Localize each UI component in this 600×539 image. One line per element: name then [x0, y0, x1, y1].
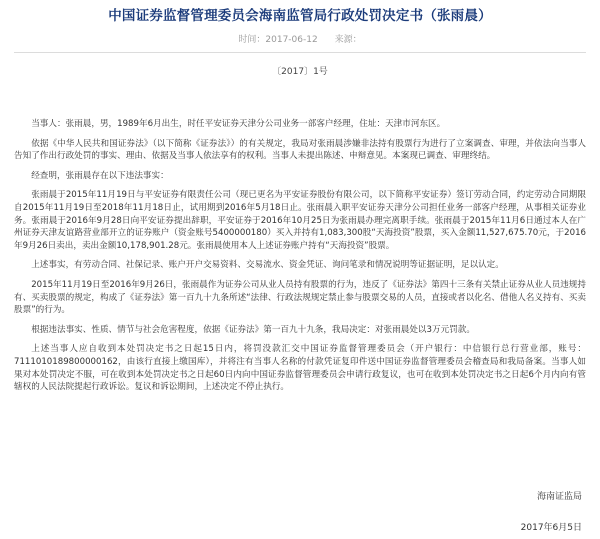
- document-meta: [14, 34, 586, 46]
- paragraph-violation: 2015年11月19日至2016年9月26日，张雨晨作为证券公司从业人员持有股票的行为，违反了《证券法》第四十三条有关禁止证券从业人员违规持有、买卖股票的规定，构成了《证券法》第一百九十九条所述“法律、行政法规规定禁止参与股票交易的人员，直接或者以化名、借他人名义持有、买卖股票”的行为。: [14, 279, 586, 316]
- paragraph-payment-appeal: 上述当事人应自收到本处罚决定书之日起15日内，将罚没款汇交中国证券监督管理委员会（开户银行：中信银行总行营业部，账号：7111010189800000162，由该行直接上缴国库），并将注有当事人名称的付款凭证复印件送中国证券监督管理委员会稽查局和我局备案。当事人如果对本处罚决定不服，可在收到本处罚决定书之日起60日内向中国证券监督管理委员会申请行政复议，也可在收到本处罚决定书之日起6个月内向有管辖权的人民法院提起行政诉讼。复议和诉讼期间，上述决定不停止执行。: [14, 344, 586, 393]
- issuer-signature: 海南证监局: [536, 492, 582, 502]
- publish-time: 时间：2017-06-12: [238, 35, 318, 45]
- paragraph-findings-intro: 经查明，张雨晨存在以下违法事实：: [31, 170, 169, 181]
- paragraph-evidence: 上述事实，有劳动合同、社保记录、账户开户交易资料、交易流水、资金凭证、询问笔录和情况说明等证据证明，足以认定。: [31, 260, 504, 271]
- document-number: 〔2017〕1号: [272, 67, 328, 77]
- paragraph-decision: 根据违法事实、性质、情节与社会危害程度，依据《证券法》第一百九十九条，我局决定：对张雨晨处以3万元罚款。: [31, 324, 475, 335]
- issue-date: 2017年6月5日: [520, 523, 582, 533]
- source-label: 来源：: [334, 35, 362, 45]
- paragraph-facts: 张雨晨于2015年11月19日与平安证券有限责任公司（现已更名为平安证券股份有限公司，以下简称平安证券）签订劳动合同，约定劳动合同期限自2015年11月19日至2018年11月18日止，试用期到2016年5月18日止。张雨晨入职平安证券天津分公司担任业务一部客户经理，从事相关证券业务。张雨晨于2016年9月28日向平安证券提出辞职，平安证券于2016年10月25日为张雨晨办理完离职手续。张雨晨于2015年11月6日通过本人在广州证券天津友谊路营业部开立的证券账户（资金账号5400000180）买入并持有1,083,300股“天海投资”股票，买入金额11,527,675.70元，于2016年9月26日卖出，卖出金额10,178,901.28元。张雨晨使用本人上述证券账户持有“天海投资”股票。: [14, 190, 586, 251]
- document-body: [14, 118, 586, 394]
- title-divider: [14, 52, 586, 53]
- paragraph-procedure: 依据《中华人民共和国证券法》（以下简称《证券法》）的有关规定，我局对张雨晨涉嫌非法持有股票行为进行了立案调查、审理，并依法向当事人告知了作出行政处罚的事实、理由、依据及当事人依法享有的权利。当事人未提出陈述、申辩意见。本案现已调查、审理终结。: [14, 138, 586, 162]
- paragraph-party: 当事人：张雨晨，男，1989年6月出生，时任平安证券天津分公司业务一部客户经理，住址：天津市河东区。: [31, 119, 446, 129]
- document-title: 中国证券监督管理委员会海南监管局行政处罚决定书（张雨晨）: [108, 8, 492, 24]
